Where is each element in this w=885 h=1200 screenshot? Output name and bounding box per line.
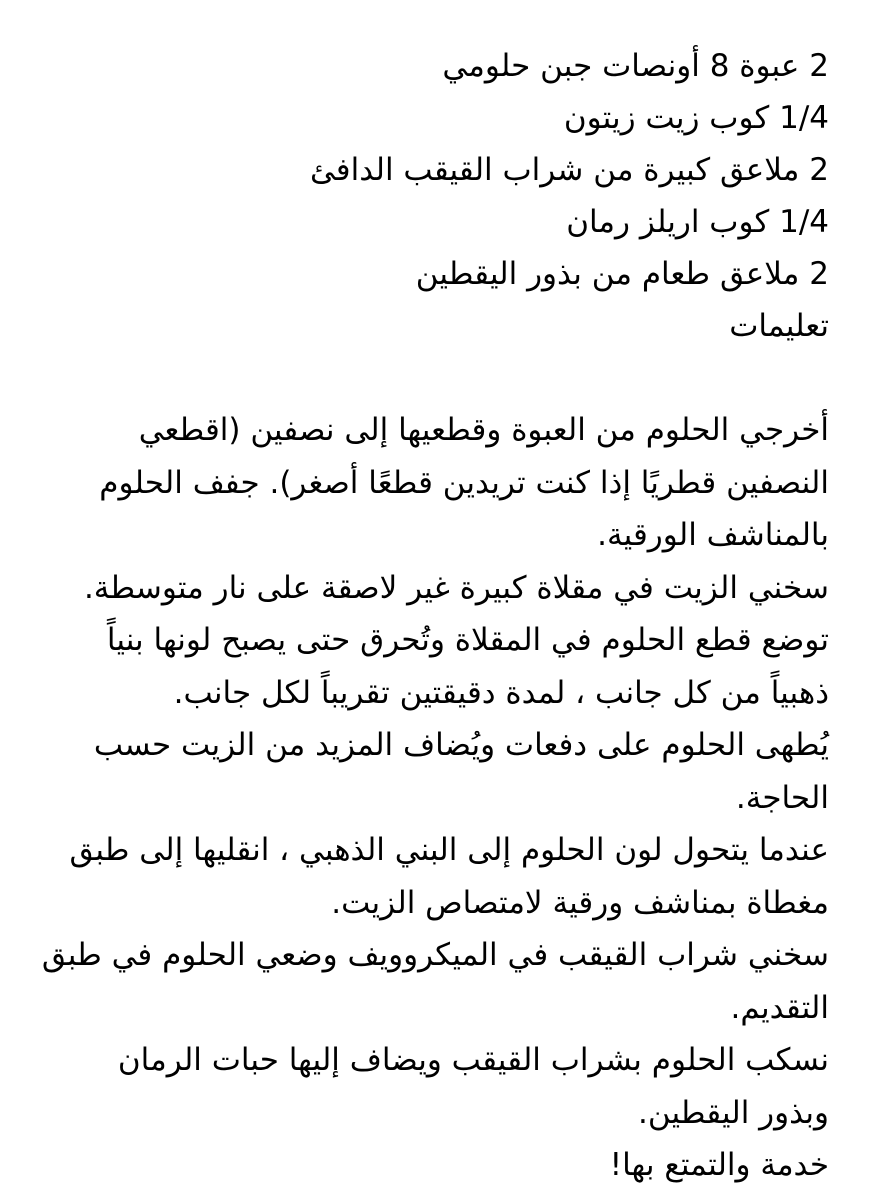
ingredient-line: 2 عبوة 8 أونصات جبن حلومي — [442, 48, 829, 84]
ingredient-line: 1/4 كوب اريلز رمان — [566, 204, 829, 240]
ingredient-line: 2 ملاعق طعام من بذور اليقطين — [415, 256, 829, 292]
instruction-step: سخني الزيت في مقلاة كبيرة غير لاصقة على نار متوسطة. — [83, 569, 829, 606]
instruction-step: توضع قطع الحلوم في المقلاة وتُحرق حتى يصبح لونها بنياً ذهبياً من كل جانب ، لمدة دقيقتين تقريباً لكل جانب. — [106, 622, 829, 711]
instruction-step: نسكب الحلوم بشراب القيقب ويضاف إليها حبات الرمان وبذور اليقطين. — [117, 1042, 829, 1131]
ingredient-line: 2 ملاعق كبيرة من شراب القيقب الدافئ — [309, 152, 829, 188]
instruction-step: سخني شراب القيقب في الميكروويف وضعي الحلوم في طبق التقديم. — [41, 937, 829, 1026]
instruction-step: يُطهى الحلوم على دفعات ويُضاف المزيد من الزيت حسب الحاجة. — [93, 727, 829, 816]
blank-spacer — [40, 352, 829, 404]
instruction-step: أخرجي الحلوم من العبوة وقطعيها إلى نصفين (اقطعي النصفين قطريًا إذا كنت تريدين قطعًا أصغر). جفف الحلوم بالمناشف الورقية. — [99, 412, 829, 553]
instruction-step: خدمة والتمتع بها! — [609, 1147, 829, 1183]
ingredient-line: 1/4 كوب زيت زيتون — [563, 100, 829, 136]
instructions-heading: تعليمات — [729, 308, 829, 344]
instruction-step: عندما يتحول لون الحلوم إلى البني الذهبي ، انقليها إلى طبق مغطاة بمناشف ورقية لامتصاص الزيت. — [69, 832, 829, 921]
